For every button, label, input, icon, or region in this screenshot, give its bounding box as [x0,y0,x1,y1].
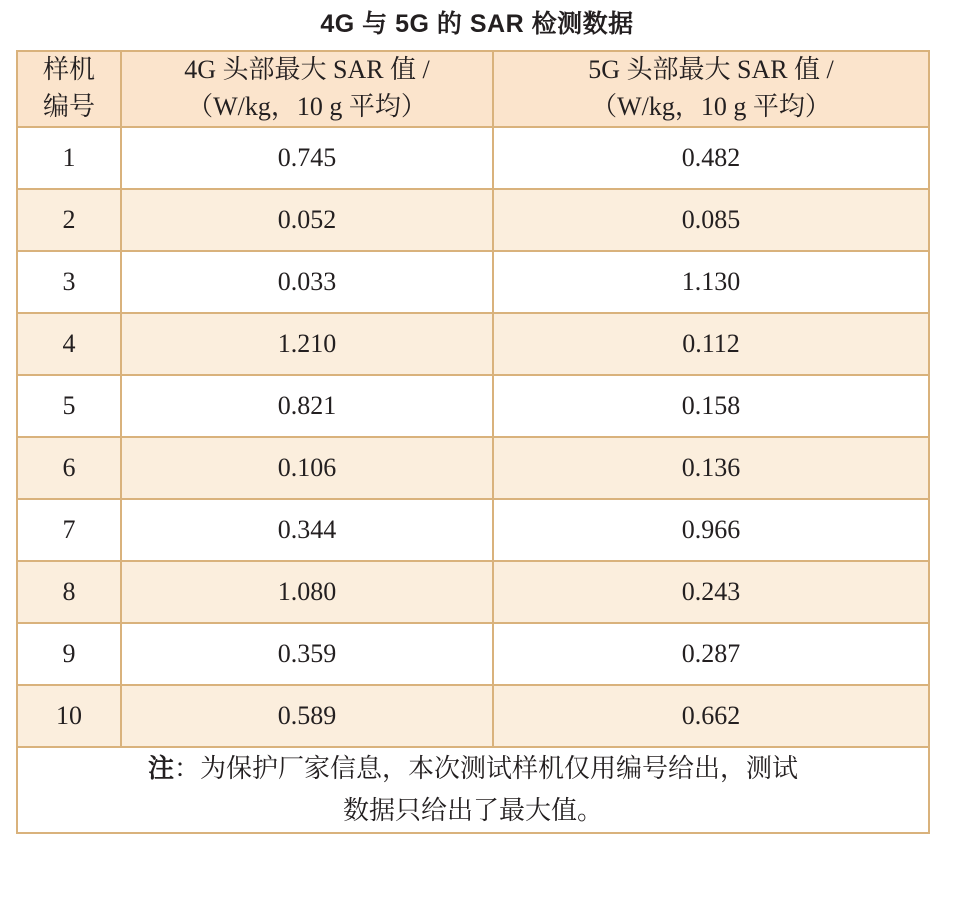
cell-sar-5g: 0.482 [493,127,929,189]
cell-sar-4g: 1.210 [121,313,493,375]
cell-sar-4g: 0.052 [121,189,493,251]
table-row [17,375,929,437]
table-header-row [17,51,929,127]
cell-index: 7 [17,499,121,561]
table-header [17,51,929,127]
cell-sar-5g: 0.287 [493,623,929,685]
note-line-1: ：为保护厂家信息，本次测试样机仅用编号给出，测试 [174,753,799,783]
cell-index: 5 [17,375,121,437]
cell-index: 2 [17,189,121,251]
cell-index: 1 [17,127,121,189]
table-row [17,499,929,561]
cell-index: 3 [17,251,121,313]
cell-sar-5g: 0.085 [493,189,929,251]
cell-sar-4g: 0.033 [121,251,493,313]
cell-sar-5g: 0.243 [493,561,929,623]
page-title: 4G 与 5G 的 SAR 检测数据 [320,10,634,38]
table-note [17,747,929,833]
cell-sar-4g: 0.589 [121,685,493,747]
cell-sar-4g: 0.344 [121,499,493,561]
cell-sar-4g: 0.106 [121,437,493,499]
table-row [17,127,929,189]
cell-sar-5g: 0.158 [493,375,929,437]
note-label: 注 [147,753,174,783]
cell-index: 4 [17,313,121,375]
cell-sar-5g: 0.966 [493,499,929,561]
note-line-2: 数据只给出了最大值。 [342,795,603,825]
table-row [17,685,929,747]
table-row [17,251,929,313]
table-note-row [17,747,929,833]
table-row [17,313,929,375]
cell-index: 6 [17,437,121,499]
table-row [17,561,929,623]
cell-sar-4g: 0.821 [121,375,493,437]
cell-sar-5g: 0.662 [493,685,929,747]
column-header-4g: 4G 头部最大 SAR 值 / （W/kg，10 g 平均） [121,51,493,127]
cell-sar-4g: 0.745 [121,127,493,189]
cell-index: 9 [17,623,121,685]
sar-data-table [16,50,930,834]
cell-sar-5g: 1.130 [493,251,929,313]
cell-sar-5g: 0.112 [493,313,929,375]
cell-index: 8 [17,561,121,623]
column-header-index: 样机 编号 [17,51,121,127]
table-body [17,127,929,833]
cell-index: 10 [17,685,121,747]
table-row [17,623,929,685]
table-row [17,437,929,499]
cell-sar-5g: 0.136 [493,437,929,499]
table-row [17,189,929,251]
cell-sar-4g: 0.359 [121,623,493,685]
cell-sar-4g: 1.080 [121,561,493,623]
column-header-5g: 5G 头部最大 SAR 值 / （W/kg，10 g 平均） [493,51,929,127]
